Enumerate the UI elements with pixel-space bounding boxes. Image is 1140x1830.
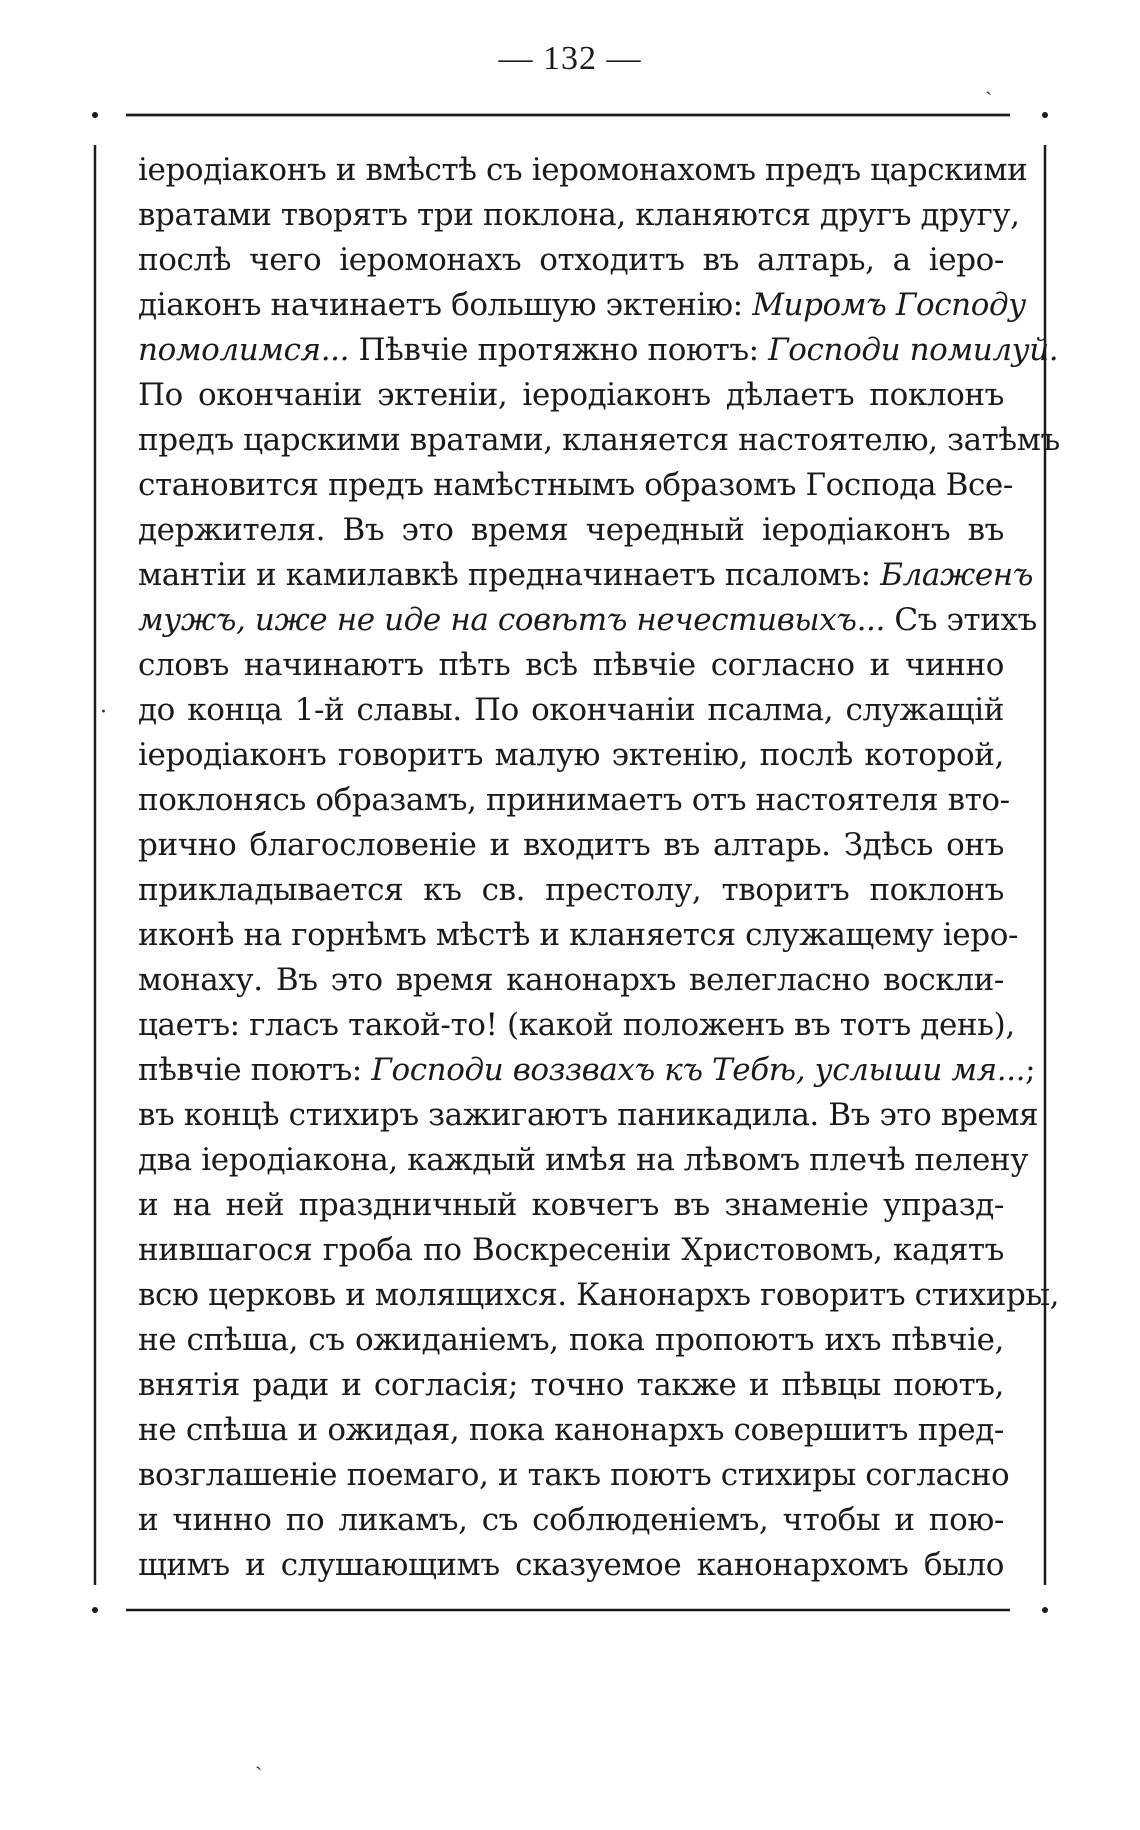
text-line — [138, 193, 1020, 238]
text-line — [138, 643, 1004, 688]
italic-text-segment: Блаженъ — [880, 557, 1034, 593]
stray-mark: · — [100, 700, 107, 725]
stray-mark: ˏ — [255, 1746, 263, 1771]
text-segment: предъ царскими вратами, кланяется настоятелю, затѣмъ — [138, 422, 1060, 458]
text-segment: рично благословеніе и входитъ въ алтарь. Здѣсь онъ — [138, 827, 1004, 863]
text-segment: Съ этихъ — [884, 602, 1037, 638]
text-line — [138, 418, 1060, 463]
text-line — [138, 283, 1026, 328]
italic-text-segment: Господи помилуй. — [768, 332, 1059, 368]
text-segment: іеродіаконъ и вмѣстѣ съ іеромонахомъ предъ царскими — [138, 152, 1028, 188]
text-line — [138, 1003, 1015, 1048]
text-line — [138, 598, 1037, 643]
body-text — [138, 148, 1060, 1588]
text-line — [138, 1498, 1004, 1543]
text-line — [138, 1543, 1004, 1588]
italic-text-segment: Господи воззвахъ къ Тебѣ, услыши мя... — [371, 1052, 1026, 1088]
text-line — [138, 1228, 1004, 1273]
celtic-knot-corner-icon — [92, 1607, 98, 1613]
text-segment: нившагося гроба по Воскресеніи Христовомъ, кадятъ — [138, 1232, 1004, 1268]
text-line — [138, 1048, 1036, 1093]
text-segment: ; — [1025, 1052, 1036, 1088]
text-line — [138, 328, 1059, 373]
text-segment: діаконъ начинаетъ большую эктенію: — [138, 287, 753, 323]
text-segment: возглашеніе поемаго, и такъ поютъ стихиры согласно — [138, 1457, 1010, 1493]
text-line — [138, 688, 1004, 733]
text-line — [138, 373, 1004, 418]
text-line — [138, 1093, 1039, 1138]
text-line — [138, 148, 1028, 193]
text-segment: внятія ради и согласія; точно также и пѣвцы поютъ, — [138, 1367, 1004, 1403]
text-segment: іеродіаконъ говоритъ малую эктенію, послѣ которой, — [138, 737, 1004, 773]
text-segment: вратами творятъ три поклона, кланяются другъ другу, — [138, 197, 1020, 233]
italic-text-segment: Миромъ Господу — [752, 287, 1026, 323]
text-line — [138, 463, 1013, 508]
text-segment: монаху. Въ это время канонархъ велегласно воскли- — [138, 962, 1004, 998]
celtic-knot-corner-icon — [1042, 1607, 1048, 1613]
text-line — [138, 1318, 1004, 1363]
italic-text-segment: мужъ, иже не иде на совѣтъ нечестивыхъ... — [138, 602, 885, 638]
text-line — [138, 1408, 1004, 1453]
text-segment: прикладывается къ св. престолу, творитъ поклонъ — [138, 872, 1004, 908]
text-segment: въ концѣ стихиръ зажигаютъ паникадила. Въ это время — [138, 1097, 1039, 1133]
text-line — [138, 1273, 1060, 1318]
celtic-knot-corner-icon — [92, 112, 98, 118]
text-segment: всю церковь и молящихся. Канонархъ говоритъ стихиры, — [138, 1277, 1060, 1313]
page-number: — 132 — — [498, 40, 642, 77]
text-line — [138, 868, 1004, 913]
text-segment: поклонясь образамъ, принимаетъ отъ настоятеля вто- — [138, 782, 1010, 818]
text-line — [138, 958, 1004, 1003]
text-line — [138, 913, 1019, 958]
text-segment: не спѣша и ожидая, пока канонархъ совершитъ пред- — [138, 1412, 1004, 1448]
text-segment: иконѣ на горнѣмъ мѣстѣ и кланяется служащему іеро- — [138, 917, 1019, 953]
italic-text-segment: помолимся... — [138, 332, 350, 368]
celtic-knot-corner-icon — [1042, 112, 1048, 118]
text-segment: мантіи и камилавкѣ предначинаетъ псаломъ: — [138, 557, 881, 593]
text-segment: щимъ и слушающимъ сказуемое канонархомъ было — [138, 1547, 1004, 1583]
text-segment: держителя. Въ это время чередный іеродіаконъ въ — [138, 512, 1004, 548]
text-line — [138, 238, 1004, 283]
text-line — [138, 1138, 1029, 1183]
text-segment: и чинно по ликамъ, съ соблюденіемъ, чтобы и пою- — [138, 1502, 1004, 1538]
text-line — [138, 778, 1010, 823]
text-line — [138, 823, 1004, 868]
text-segment: По окончаніи эктеніи, іеродіаконъ дѣлаетъ поклонъ — [138, 377, 1004, 413]
stray-mark: ˏ — [985, 71, 993, 96]
text-segment: словъ начинаютъ пѣть всѣ пѣвчіе согласно и чинно — [138, 647, 1004, 683]
text-segment: пѣвчіе поютъ: — [138, 1052, 372, 1088]
text-segment: послѣ чего іеромонахъ отходитъ въ алтарь, а іеро- — [138, 242, 1004, 278]
text-segment: становится предъ намѣстнымъ образомъ Господа Все- — [138, 467, 1013, 503]
text-segment: два іеродіакона, каждый имѣя на лѣвомъ плечѣ пелену — [138, 1142, 1029, 1178]
text-line — [138, 508, 1004, 553]
text-line — [138, 733, 1004, 778]
text-line — [138, 1183, 1004, 1228]
text-segment: Пѣвчіе протяжно поютъ: — [349, 332, 769, 368]
text-line — [138, 553, 1034, 598]
text-segment: не спѣша, съ ожиданіемъ, пока пропоютъ ихъ пѣвчіе, — [138, 1322, 1004, 1358]
text-segment: до конца 1-й славы. По окончаніи псалма, служащій — [138, 692, 1004, 728]
text-segment: цаетъ: гласъ такой-то! (какой положенъ въ тотъ день), — [138, 1007, 1015, 1043]
text-segment: и на ней праздничный ковчегъ въ знаменіе упразд- — [138, 1187, 1004, 1223]
text-line — [138, 1363, 1004, 1408]
text-line — [138, 1453, 1010, 1498]
